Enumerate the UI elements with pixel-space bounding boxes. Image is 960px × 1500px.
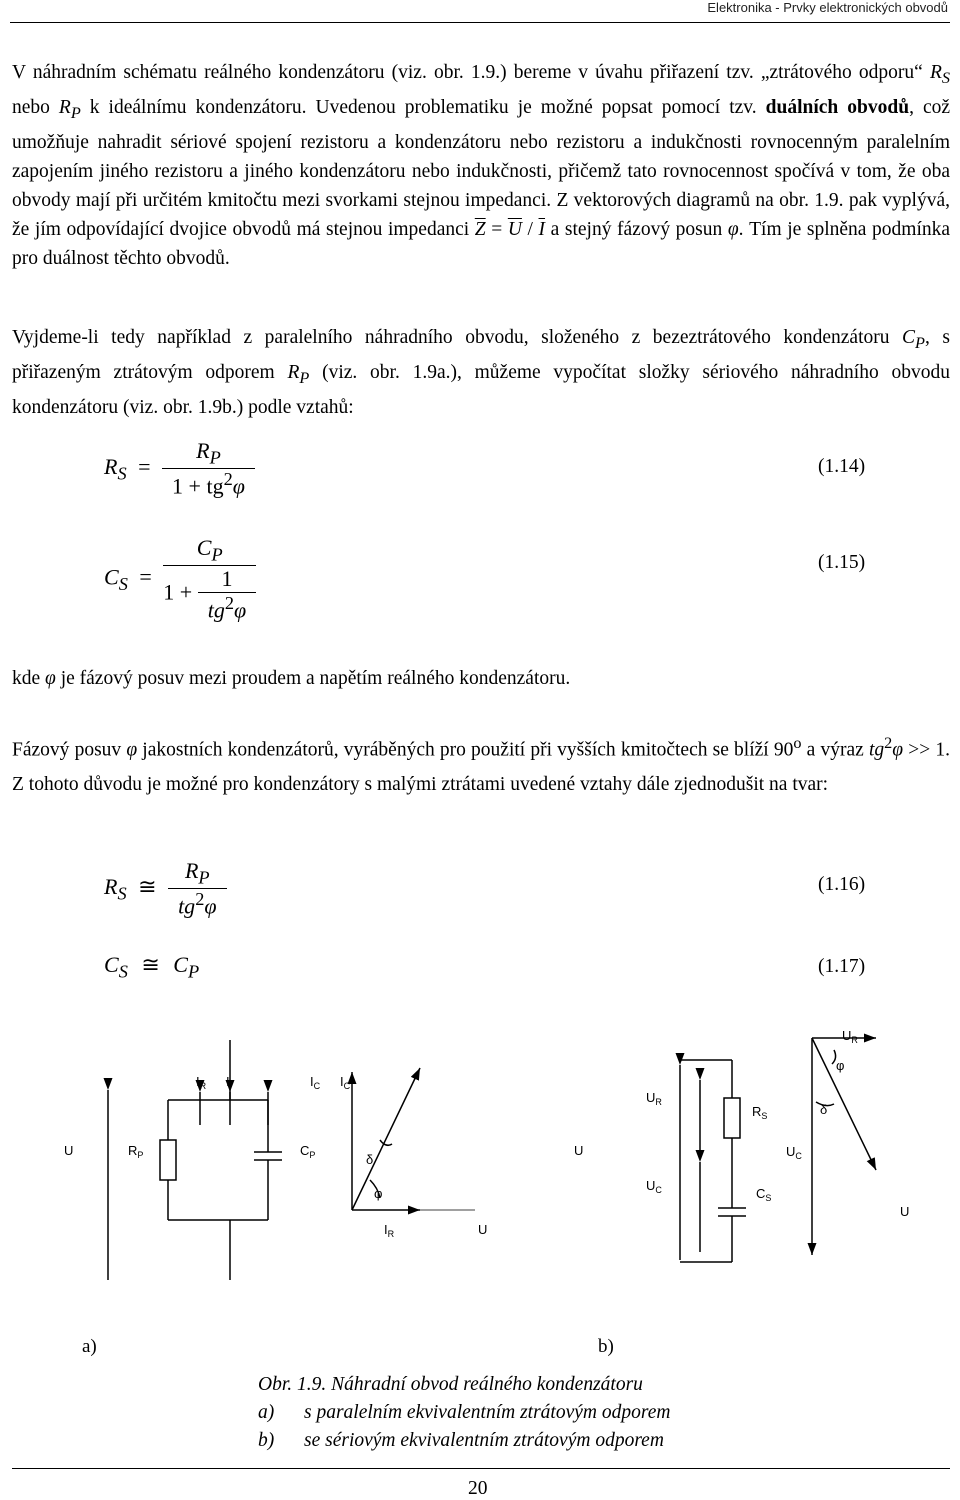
symbol-rp-sub: P: [70, 103, 81, 122]
eq-den-pre: 1 +: [163, 580, 193, 606]
equation-number: (1.17): [818, 956, 866, 977]
eq-den-phi: φ: [204, 893, 217, 919]
eq-lhs: R: [104, 873, 118, 899]
inner-fraction: [198, 566, 256, 623]
p1-text: „ztrátového odporu“: [760, 62, 930, 83]
caption-key: a): [258, 1402, 275, 1423]
running-header: Elektronika - Prvky elektronických obvodů: [707, 0, 948, 15]
symbol-rs: R: [929, 62, 942, 83]
label-ir-vec: $I_R$: [384, 1222, 395, 1239]
eq-sign: =: [485, 218, 508, 240]
p3-text: je fázový posuv mezi proudem a napětím reálného kondenzátoru.: [55, 668, 571, 689]
symbol-phi: φ: [727, 218, 739, 240]
paragraph-parallel: [12, 323, 950, 422]
eq-op: =: [138, 453, 151, 479]
eq-num-sub: P: [209, 447, 221, 468]
p4-text: Fázový posuv: [12, 739, 127, 761]
equation-number: (1.15): [818, 552, 866, 573]
symbol-rs-sub: S: [941, 68, 950, 87]
angle-delta-arc: [380, 1140, 392, 1145]
p3-text: kde: [12, 668, 46, 689]
eq-rhs: C: [173, 952, 188, 977]
eq-num: R: [184, 858, 199, 883]
figure-1-9: [0, 1020, 960, 1380]
resistor-rp: [160, 1140, 176, 1180]
equation-1-15: [104, 535, 256, 624]
label-ic-vec: $I_C$: [340, 1074, 351, 1091]
label-cp: $C_P$: [300, 1143, 316, 1160]
figure-label-a: a): [82, 1336, 97, 1357]
eq-den: tg: [178, 893, 196, 919]
eq-lhs-sub: S: [118, 573, 128, 594]
equation-1-17: [104, 952, 199, 982]
eq-lhs-sub: S: [118, 961, 128, 982]
label-phi-a: φ: [374, 1186, 383, 1201]
caption-text: s paralelním ekvivalentním ztrátovým odporem: [304, 1402, 671, 1423]
caption-key: b): [258, 1430, 275, 1451]
eq-num: R: [196, 438, 210, 463]
p1-text: a stejný fázový posun: [545, 218, 728, 240]
label-rp: $R_P$: [128, 1143, 144, 1160]
eq-lhs: C: [104, 952, 119, 977]
header-rule: [10, 22, 950, 23]
eq-lhs: C: [104, 564, 119, 590]
p1-text: . Tím je splněna podmínka pro duálnost těchto obvodů.: [12, 218, 951, 269]
label-uc-vec: $U_C$: [786, 1144, 802, 1161]
symbol-rp-sub: P: [299, 368, 310, 387]
p1-text: , což umožňuje nahradit sériové spojení rezistoru a kondenzátoru nebo rezistoru a indukčnosti rovnocenným paralelním zapojením jiného rezistoru a jiného kondenzátoru nebo indukčnosti, přičemž tato rovnocennost spočívá v tom, že oba obvody mají při určitém kmitočtu mezi svorkami stejnou impedanci. Z vektorových diagramů na obr. 1.9. pak vyplývá, že jím odpovídající dvojice obvodů má stejnou impedanci: [12, 96, 951, 240]
figure-label-b: b): [598, 1336, 614, 1357]
eq-num-sub: P: [198, 867, 210, 888]
label-ur: $U_R$: [646, 1090, 662, 1107]
symbol-u: $\overline{U}$: [507, 218, 522, 240]
equation-1-14: [104, 438, 255, 500]
inner-num: 1: [198, 566, 256, 593]
label-delta-a: δ: [366, 1152, 374, 1167]
fraction: [168, 858, 226, 920]
inner-den: tg: [207, 597, 225, 623]
p2-text: (viz. obr. 1.9a.), můžeme vypočítat složky sériového náhradního obvodu kondenzátoru (viz. obr. 1.9b.) podle vztahů:: [12, 361, 950, 418]
label-u: U: [64, 1143, 74, 1158]
eq-lhs: R: [104, 453, 118, 479]
footer-rule: [12, 1468, 950, 1469]
p4-text: jakostních kondenzátorů, vyráběných pro použití při vyšších kmitočtech se blíží 90: [137, 739, 794, 761]
p4-text: . Z tohoto důvodu je možné pro kondenzátory s malými ztrátami uvedené vztahy dále zjednodušit na tvar:: [12, 739, 950, 795]
label-cs: $C_S$: [756, 1186, 772, 1203]
equation-1-16: [104, 858, 227, 920]
symbol-cp: C: [902, 327, 916, 348]
label-ic: $I_C$: [310, 1074, 321, 1091]
figure-caption-title: Obr. 1.9. Náhradní obvod reálného kondenzátoru: [258, 1374, 643, 1395]
label-phi-b: φ: [836, 1058, 845, 1073]
eq-lhs-sub: S: [117, 883, 127, 904]
vector-diagram-a: [352, 1068, 475, 1210]
gg: >> 1: [903, 739, 946, 761]
eq-rhs-sub: P: [187, 961, 200, 982]
eq-num: C: [196, 535, 212, 560]
eq-den: 1 + tg: [172, 473, 224, 499]
inner-sup: 2: [224, 593, 234, 614]
symbol-i: $\overline{I}$: [538, 218, 546, 240]
symbol-rp: R: [58, 96, 71, 118]
resistor-rs: [724, 1098, 740, 1138]
symbol-phi: φ: [45, 668, 56, 689]
label-delta-b: δ: [820, 1102, 828, 1117]
paragraph-duality: [12, 58, 950, 273]
symbol-tg: tg: [868, 739, 885, 761]
paragraph-phi-def: [12, 664, 950, 693]
eq-den-phi: φ: [232, 473, 245, 499]
fraction: [162, 438, 255, 500]
symbol-z: $\overline{Z}$: [474, 218, 486, 240]
symbol-phi: φ: [126, 739, 138, 761]
label-u-vec-b: U: [900, 1204, 910, 1219]
vector-i: [352, 1068, 420, 1210]
equation-number: (1.14): [818, 456, 866, 477]
symbol-rp: R: [287, 361, 300, 383]
p4-text: a výraz: [801, 739, 869, 761]
label-uc: $U_C$: [646, 1178, 662, 1195]
figure-caption-a: [258, 1402, 670, 1424]
label-ir: $I_R$: [196, 1074, 207, 1091]
label-ur-vec: $U_R$: [842, 1028, 858, 1045]
eq-op: ≅: [138, 873, 157, 899]
eq-op: =: [139, 564, 152, 590]
p1-text: popsat pomocí tzv.: [601, 96, 766, 118]
equation-number: (1.16): [818, 874, 866, 895]
circuit-b-series: [680, 1060, 746, 1262]
circuit-a-parallel: [108, 1040, 282, 1280]
label-i: I: [226, 1074, 230, 1089]
tg-sup: 2: [884, 734, 893, 752]
symbol-phi: φ: [892, 739, 904, 761]
eq-den-sup: 2: [223, 469, 233, 490]
eq-lhs-sub: S: [117, 463, 127, 484]
paragraph-simplify: [12, 726, 950, 802]
eq-num-sub: P: [211, 544, 223, 565]
dual-circuits-term: duálních obvodů: [765, 96, 910, 118]
symbol-cp-sub: P: [915, 333, 925, 352]
label-rs: $R_S$: [752, 1104, 768, 1121]
caption-text: se sériovým ekvivalentním ztrátovým odporem: [304, 1430, 664, 1451]
inner-phi: φ: [234, 597, 247, 623]
p2-text: Vyjdeme-li tedy například z paralelního náhradního obvodu, složeného z bezeztrátového kondenzátoru: [12, 327, 903, 348]
degree-sup: o: [793, 734, 802, 752]
p1-line-a: V náhradním schématu reálného kondenzátoru (viz. obr. 1.9.) bereme v úvahu přiřazení tzv.: [12, 62, 754, 83]
slash: /: [521, 218, 539, 240]
fraction: [163, 535, 256, 624]
p1-text: nebo: [12, 96, 59, 118]
figure-caption-b: [258, 1430, 664, 1452]
eq-op: ≅: [141, 952, 160, 977]
p2-text: , s přiřazeným ztrátovým odporem: [12, 327, 950, 383]
label-u-b: U: [574, 1143, 584, 1158]
eq-den-sup: 2: [195, 889, 205, 910]
label-u-vec: U: [478, 1222, 488, 1237]
p1-text: k ideálnímu kondenzátoru. Uvedenou problematiku je možné: [80, 96, 593, 118]
page-number: 20: [468, 1478, 488, 1499]
